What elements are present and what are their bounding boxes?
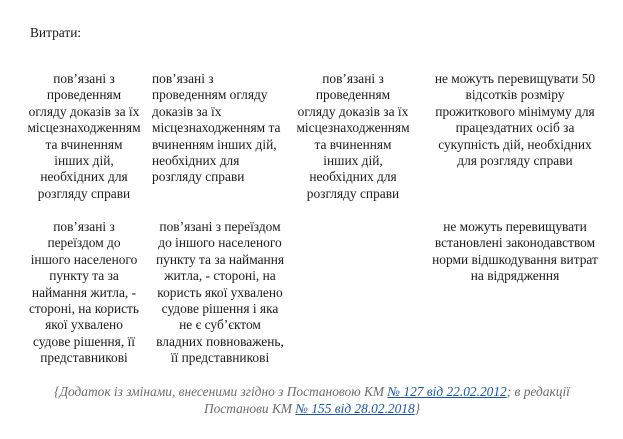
cell-text-line: іншого населеного (30, 251, 138, 267)
cell-text-line: пов’язані з (53, 219, 115, 234)
row2-col1-cell (18, 219, 150, 367)
cell-text-line: необхідних для (309, 169, 397, 185)
cell-text-line: розгляду справи (306, 185, 400, 201)
note-suffix-1: ; в редакції (506, 384, 570, 399)
resolution-link-127[interactable]: № 127 від 22.02.2012 (387, 384, 507, 399)
row1-col4-cell (420, 71, 610, 169)
cell-text-line: на відрядження (470, 268, 560, 284)
cell-text-line: інших дій, (54, 153, 114, 169)
cell-text-line: до іншого населеного (158, 235, 282, 251)
cell-text-line: працездатних осіб за (455, 120, 575, 136)
cell-text-line: користь якої ухвалено (157, 284, 283, 300)
resolution-link-155[interactable]: № 155 від 28.02.2018 (295, 401, 415, 416)
cell-text-line: пов’язані з переїздом (159, 219, 281, 234)
cell-text-line: владних повноважень, (156, 333, 284, 349)
cell-text-line: прожиткового мінімуму для (435, 103, 595, 119)
cell-text-line: пов’язані з (53, 71, 115, 86)
row1-col1-cell (18, 71, 150, 202)
cell-text-line: місцезнаходженням (27, 120, 141, 136)
cell-text-line: необхідних для (152, 153, 240, 169)
cell-text-line: встановлені законодавством (434, 235, 596, 251)
cell-text-line: судове рішення і яка (161, 301, 279, 317)
row2-col4-cell (420, 219, 610, 285)
cell-text-line: інших дій, (323, 153, 383, 169)
note-prefix-1: {Додаток із змінами, внесеними згідно з Постановою КМ (54, 384, 388, 399)
cell-text-line: представникові (40, 350, 128, 366)
cell-text-line: проведенням (315, 87, 391, 103)
cell-text-line: не можуть перевищувати 50 (434, 71, 596, 86)
cell-text-line: місцезнаходженням (296, 120, 410, 136)
row1-col3-cell (293, 71, 413, 202)
cell-text-line: проведенням (46, 87, 122, 103)
cell-text-line: сукупність дій, необхідних (438, 136, 592, 152)
cell-text-line: наймання житла, - (31, 284, 137, 300)
cell-text-line: пункту та за (49, 268, 119, 284)
cell-text-line: переїздом до (47, 235, 121, 251)
row1-col2-cell (152, 71, 292, 186)
cell-text-line: відсотків розміру (465, 87, 565, 103)
cell-text-line: пункту та за наймання (155, 251, 285, 267)
cell-text-line: та вчиненням (45, 136, 123, 152)
cell-text-line: розгляду справи (152, 169, 245, 185)
cell-text-line: якої ухвалено (45, 317, 123, 333)
note-suffix-2: } (414, 401, 421, 416)
cell-text-line: необхідних для (40, 169, 128, 185)
amendment-note-line2 (14, 400, 610, 417)
cell-text-line: норми відшкодування витрат (432, 251, 598, 267)
heading-expenses: Витрати: (30, 25, 82, 40)
cell-text-line: проведенням огляду (152, 87, 268, 103)
cell-text-line: стороні, на користь (28, 301, 140, 317)
cell-text-line: доказів за їх (152, 103, 222, 119)
cell-text-line: огляду доказів за їх (297, 103, 409, 119)
cell-text-line: житла, - стороні, на (164, 268, 276, 284)
cell-text-line: місцезнаходженням та (152, 120, 281, 136)
cell-text-line: судове рішення, її (33, 333, 135, 349)
cell-text-line: пов’язані з (322, 71, 384, 86)
cell-text-line: вчиненням інших дій, (152, 136, 277, 152)
cell-text-line: її представникові (170, 350, 270, 366)
cell-text-line: огляду доказів за їх (28, 103, 140, 119)
cell-text-line: та вчиненням (314, 136, 392, 152)
note-prefix-2: Постанови КМ (203, 401, 296, 416)
cell-text-line: пов’язані з (152, 71, 214, 86)
cell-text-line: для розгляду справи (457, 153, 573, 169)
cell-text-line: не є суб’єктом (179, 317, 261, 333)
row2-col2-cell (152, 219, 288, 367)
cell-text-line: не можуть перевищувати (443, 219, 587, 234)
cell-text-line: розгляду справи (37, 185, 131, 201)
amendment-note-line1 (14, 383, 610, 400)
